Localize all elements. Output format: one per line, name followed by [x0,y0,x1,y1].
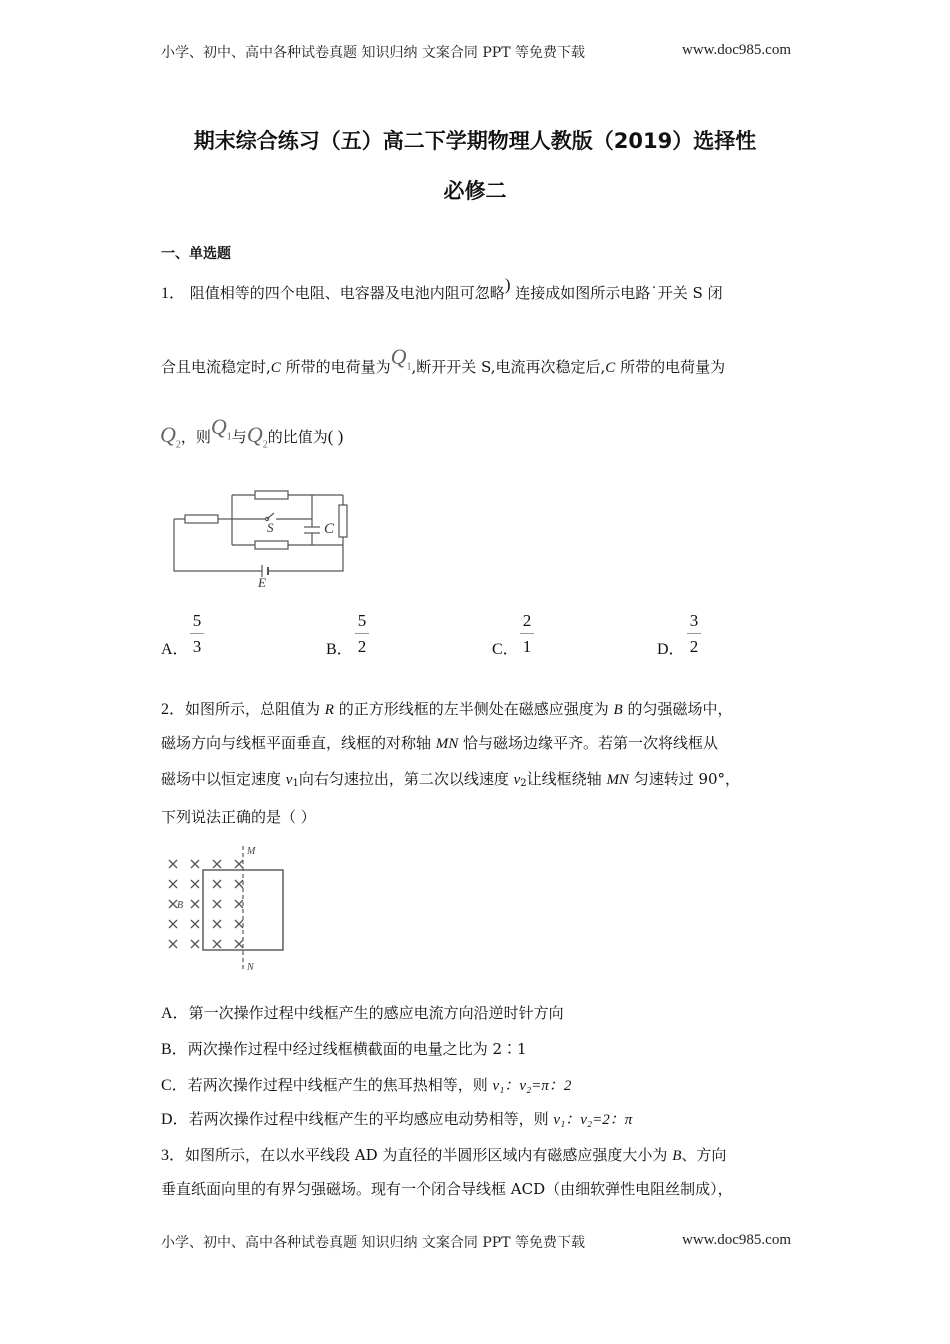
q1-var-q2: $Q_2$ [160,422,181,451]
q1-text: 连接成如图所示电路 [515,284,651,302]
q1-text: 合且电流稳定时, [161,358,271,376]
q1-text: 所带的电荷量为 [280,358,391,376]
q2-option-c[interactable]: C．若两次操作过程中线框产生的焦耳热相等，则 v₁：v₂=π：2 [161,1076,572,1094]
q1-var-c: C [270,360,281,376]
q2-field-diagram [160,842,300,974]
option-fraction: 5 3 [190,612,204,655]
equation: v₁：v₂=π：2 [492,1078,572,1094]
q2-option-a[interactable]: A．第一次操作过程中线框产生的感应电流方向沿逆时针方向 [161,1004,564,1022]
page-header [161,42,791,62]
q1-number: 1． [161,285,186,302]
q1-var-c: C [605,360,616,376]
document-title-line2: 必修二 [443,179,507,203]
q2-line1: 2．如图所示，总阻值为 R 的正方形线框的左半侧处在磁感应强度为 B 的匀强磁场中， [161,700,733,718]
option-label: A． [161,641,189,658]
q1-line2 [161,344,726,380]
option-fraction: 5 2 [355,612,369,655]
switch-label: S [267,520,274,535]
q1-answer-blank: ( ) [327,427,344,446]
option-label: D． [657,641,685,658]
var-mn: MN [435,736,459,752]
q1-line3 [160,414,344,451]
q1-text: 开关 S 闭 [657,284,723,302]
document-title-line1: 期末综合练习（五）高二下学期物理人教版（2019）选择性 [193,129,757,153]
field-label: B [177,900,184,911]
option-fraction: 3 2 [687,612,701,655]
q1-dot: ˙ [650,284,658,302]
q1-text: 阻值相等的四个电阻、电容器及电池内阻可忽略 [189,284,505,302]
footer-slogan: 小学、初中、高中各种试卷真题 知识归纳 文案合同 PPT 等免费下载 [161,1235,585,1251]
q1-text: 所带的电荷量为 [615,358,726,376]
var-r: R [324,702,334,718]
q2-option-b[interactable]: B．两次操作过程中经过线框横截面的电量之比为 2∶1 [161,1040,527,1058]
var-mn: MN [606,772,629,788]
section-heading: 一、单选题 [161,246,231,262]
var-v2: v [513,772,521,788]
q2-line2: 磁场方向与线框平面垂直，线框的对称轴 MN 恰与磁场边缘平齐。若第一次将线框从 [161,734,719,752]
q2-line3: 磁场中以恒定速度 $v_1$向右匀速拉出，第二次以线速度 $v_2$让线框绕轴 MN 匀速转过 90°， [161,770,741,789]
option-label: B． [326,641,353,658]
q1-line1 [161,275,723,303]
capacitor-label: C [324,521,335,537]
q2-line4: 下列说法正确的是（ ） [161,808,316,826]
q3-number: 3． [161,1147,186,1164]
emf-label: E [258,575,266,590]
var-b: B [672,1148,682,1164]
option-label: C． [492,641,519,658]
var-b: B [613,702,623,718]
q3-line1: 3．如图所示，在以水平线段 AD 为直径的半圆形区域内有磁感应强度大小为 B、方向 [161,1146,727,1164]
var-v1: v [285,772,293,788]
q1-paren: ) [504,275,511,294]
q1-text: ，则 [180,428,211,446]
q2-number: 2． [161,701,186,718]
q1-var-q2: $Q_2$ [246,422,268,451]
q1-var-q1: $Q_1$ [390,344,412,373]
footer-site-link[interactable]: www.doc985.com [681,1232,791,1248]
q1-circuit-diagram [170,485,355,590]
page-footer [161,1232,791,1252]
q1-text: 与 [231,428,247,446]
q1-text: 的比值为 [267,428,328,446]
header-slogan: 小学、初中、高中各种试卷真题 知识归纳 文案合同 PPT 等免费下载 [161,45,585,61]
q2-option-d[interactable]: D．若两次操作过程中线框产生的平均感应电动势相等，则 v₁：v₂=2：π [161,1110,633,1128]
axis-top-label: M [247,846,256,857]
equation: v₁：v₂=2：π [553,1112,633,1128]
option-fraction: 2 1 [520,612,534,655]
axis-bottom-label: N [247,962,254,973]
q3-line2: 垂直纸面向里的有界匀强磁场。现有一个闭合导线框 ACD（由细软弹性电阻丝制成）， [161,1180,733,1198]
q1-var-q1: $Q_1$ [210,414,232,443]
q1-text: ,断开开关 S,电流再次稳定后, [411,358,606,376]
header-site-link[interactable]: www.doc985.com [681,42,791,58]
